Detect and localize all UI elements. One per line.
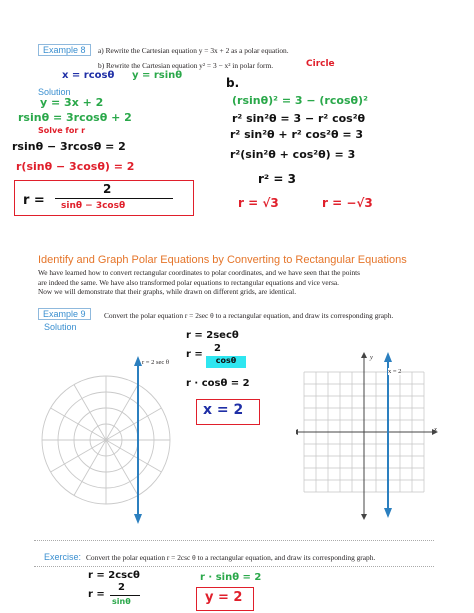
rect-vertical-line xyxy=(384,352,392,518)
arrow-up-icon xyxy=(384,352,392,362)
example-9-prompt: Convert the polar equation r = 2sec θ to a rectangular equation, and draw its corresponding graph. xyxy=(104,311,394,320)
rectangular-grid-graph xyxy=(296,346,442,522)
example-9-answer: x = 2 xyxy=(203,402,244,418)
answer-a-numerator: 2 xyxy=(103,182,112,196)
example-9-label: Example 9 xyxy=(38,308,91,320)
answer-a-lhs: r = xyxy=(23,193,45,208)
arrow-down-icon xyxy=(384,508,392,518)
answer-a-fraction-bar xyxy=(55,198,173,199)
exercise-fraction-bar xyxy=(110,595,140,596)
rect-line-label: x = 2 xyxy=(388,368,402,375)
polar-curve-label: r = 2 sec θ xyxy=(142,359,169,366)
example-8-part-a: a) Rewrite the Cartesian equation y = 3x + 2 as a polar equation. xyxy=(98,46,289,55)
section-heading: Identify and Graph Polar Equations by Converting to Rectangular Equations xyxy=(38,254,407,266)
exercise-answer-box xyxy=(196,587,254,611)
example-9-solution-label: Solution xyxy=(44,322,77,332)
example-9-work-2: r = xyxy=(186,349,203,360)
example-8-part-b: b) Rewrite the Cartesian equation y² = 3 − x² in polar form. xyxy=(98,61,274,70)
work-b-line-3: r² sin²θ + r² cos²θ = 3 xyxy=(230,128,364,141)
exercise-divider xyxy=(34,540,434,541)
example-9-fraction-numerator: 2 xyxy=(214,343,221,354)
work-b-line-1: (rsinθ)² = 3 − (rcosθ)² xyxy=(232,94,368,107)
example-8-solution-label: Solution xyxy=(38,87,71,97)
work-a-line-3: rsinθ − 3rcosθ = 2 xyxy=(12,140,126,153)
paragraph-line-1: We have learned how to convert rectangular coordinates to polar coordinates, and we have seen that the points xyxy=(38,268,360,277)
work-a-line-2: rsinθ = 3rcosθ + 2 xyxy=(18,111,132,124)
answer-a-box xyxy=(14,180,194,216)
note-circle: Circle xyxy=(306,59,335,69)
work-a-line-1: y = 3x + 2 xyxy=(40,96,104,109)
arrow-up-icon xyxy=(134,356,142,366)
example-9-work-3: r · cosθ = 2 xyxy=(186,378,250,389)
section-paragraph xyxy=(38,268,448,297)
polar-grid-rays xyxy=(42,376,170,504)
example-9-answer-box xyxy=(196,399,260,425)
exercise-label: Exercise: xyxy=(44,552,82,562)
work-b-line-2: r² sin²θ = 3 − r² cos²θ xyxy=(232,112,366,125)
example-8-label: Example 8 xyxy=(38,44,91,56)
exercise-work-3: r · sinθ = 2 xyxy=(200,572,262,583)
exercise-fraction-numerator: 2 xyxy=(118,582,125,593)
x-axis-label: x xyxy=(434,426,437,433)
work-b-label: b. xyxy=(226,76,240,90)
exercise-answer: y = 2 xyxy=(205,590,243,605)
exercise-work-2: r = xyxy=(88,589,105,600)
work-b-line-5: r² = 3 xyxy=(258,172,296,186)
paragraph-line-2: are indeed the same. We have also transformed polar equations to rectangular equations and vice versa. xyxy=(38,277,339,287)
y-axis-arrow-icon xyxy=(361,352,367,358)
example-9-fraction-denominator: cosθ xyxy=(206,356,246,368)
answer-b-negative: r = −√3 xyxy=(322,196,373,210)
note-x-conversion: x = rcosθ xyxy=(62,70,115,81)
work-b-line-4: r²(sin²θ + cos²θ) = 3 xyxy=(230,148,356,161)
work-a-line-4: r(sinθ − 3cosθ) = 2 xyxy=(16,160,135,173)
work-a-note: Solve for r xyxy=(38,126,86,135)
exercise-fraction-denominator: sinθ xyxy=(112,597,131,606)
exercise-divider-2 xyxy=(34,566,434,567)
exercise-work-1: r = 2cscθ xyxy=(88,570,140,581)
exercise-prompt: Convert the polar equation r = 2csc θ to a rectangular equation, and draw its corresponding graph. xyxy=(86,553,376,562)
example-9-work-1: r = 2secθ xyxy=(186,330,239,341)
note-y-conversion: y = rsinθ xyxy=(132,70,183,81)
paragraph-line-3: Now we will demonstrate that their graphs, while drawn on different grids, are identical. xyxy=(38,287,297,297)
answer-b-positive: r = √3 xyxy=(238,196,279,210)
answer-a-denominator: sinθ − 3cosθ xyxy=(61,201,126,211)
y-axis-label: y xyxy=(370,354,373,361)
arrow-down-icon xyxy=(134,514,142,524)
